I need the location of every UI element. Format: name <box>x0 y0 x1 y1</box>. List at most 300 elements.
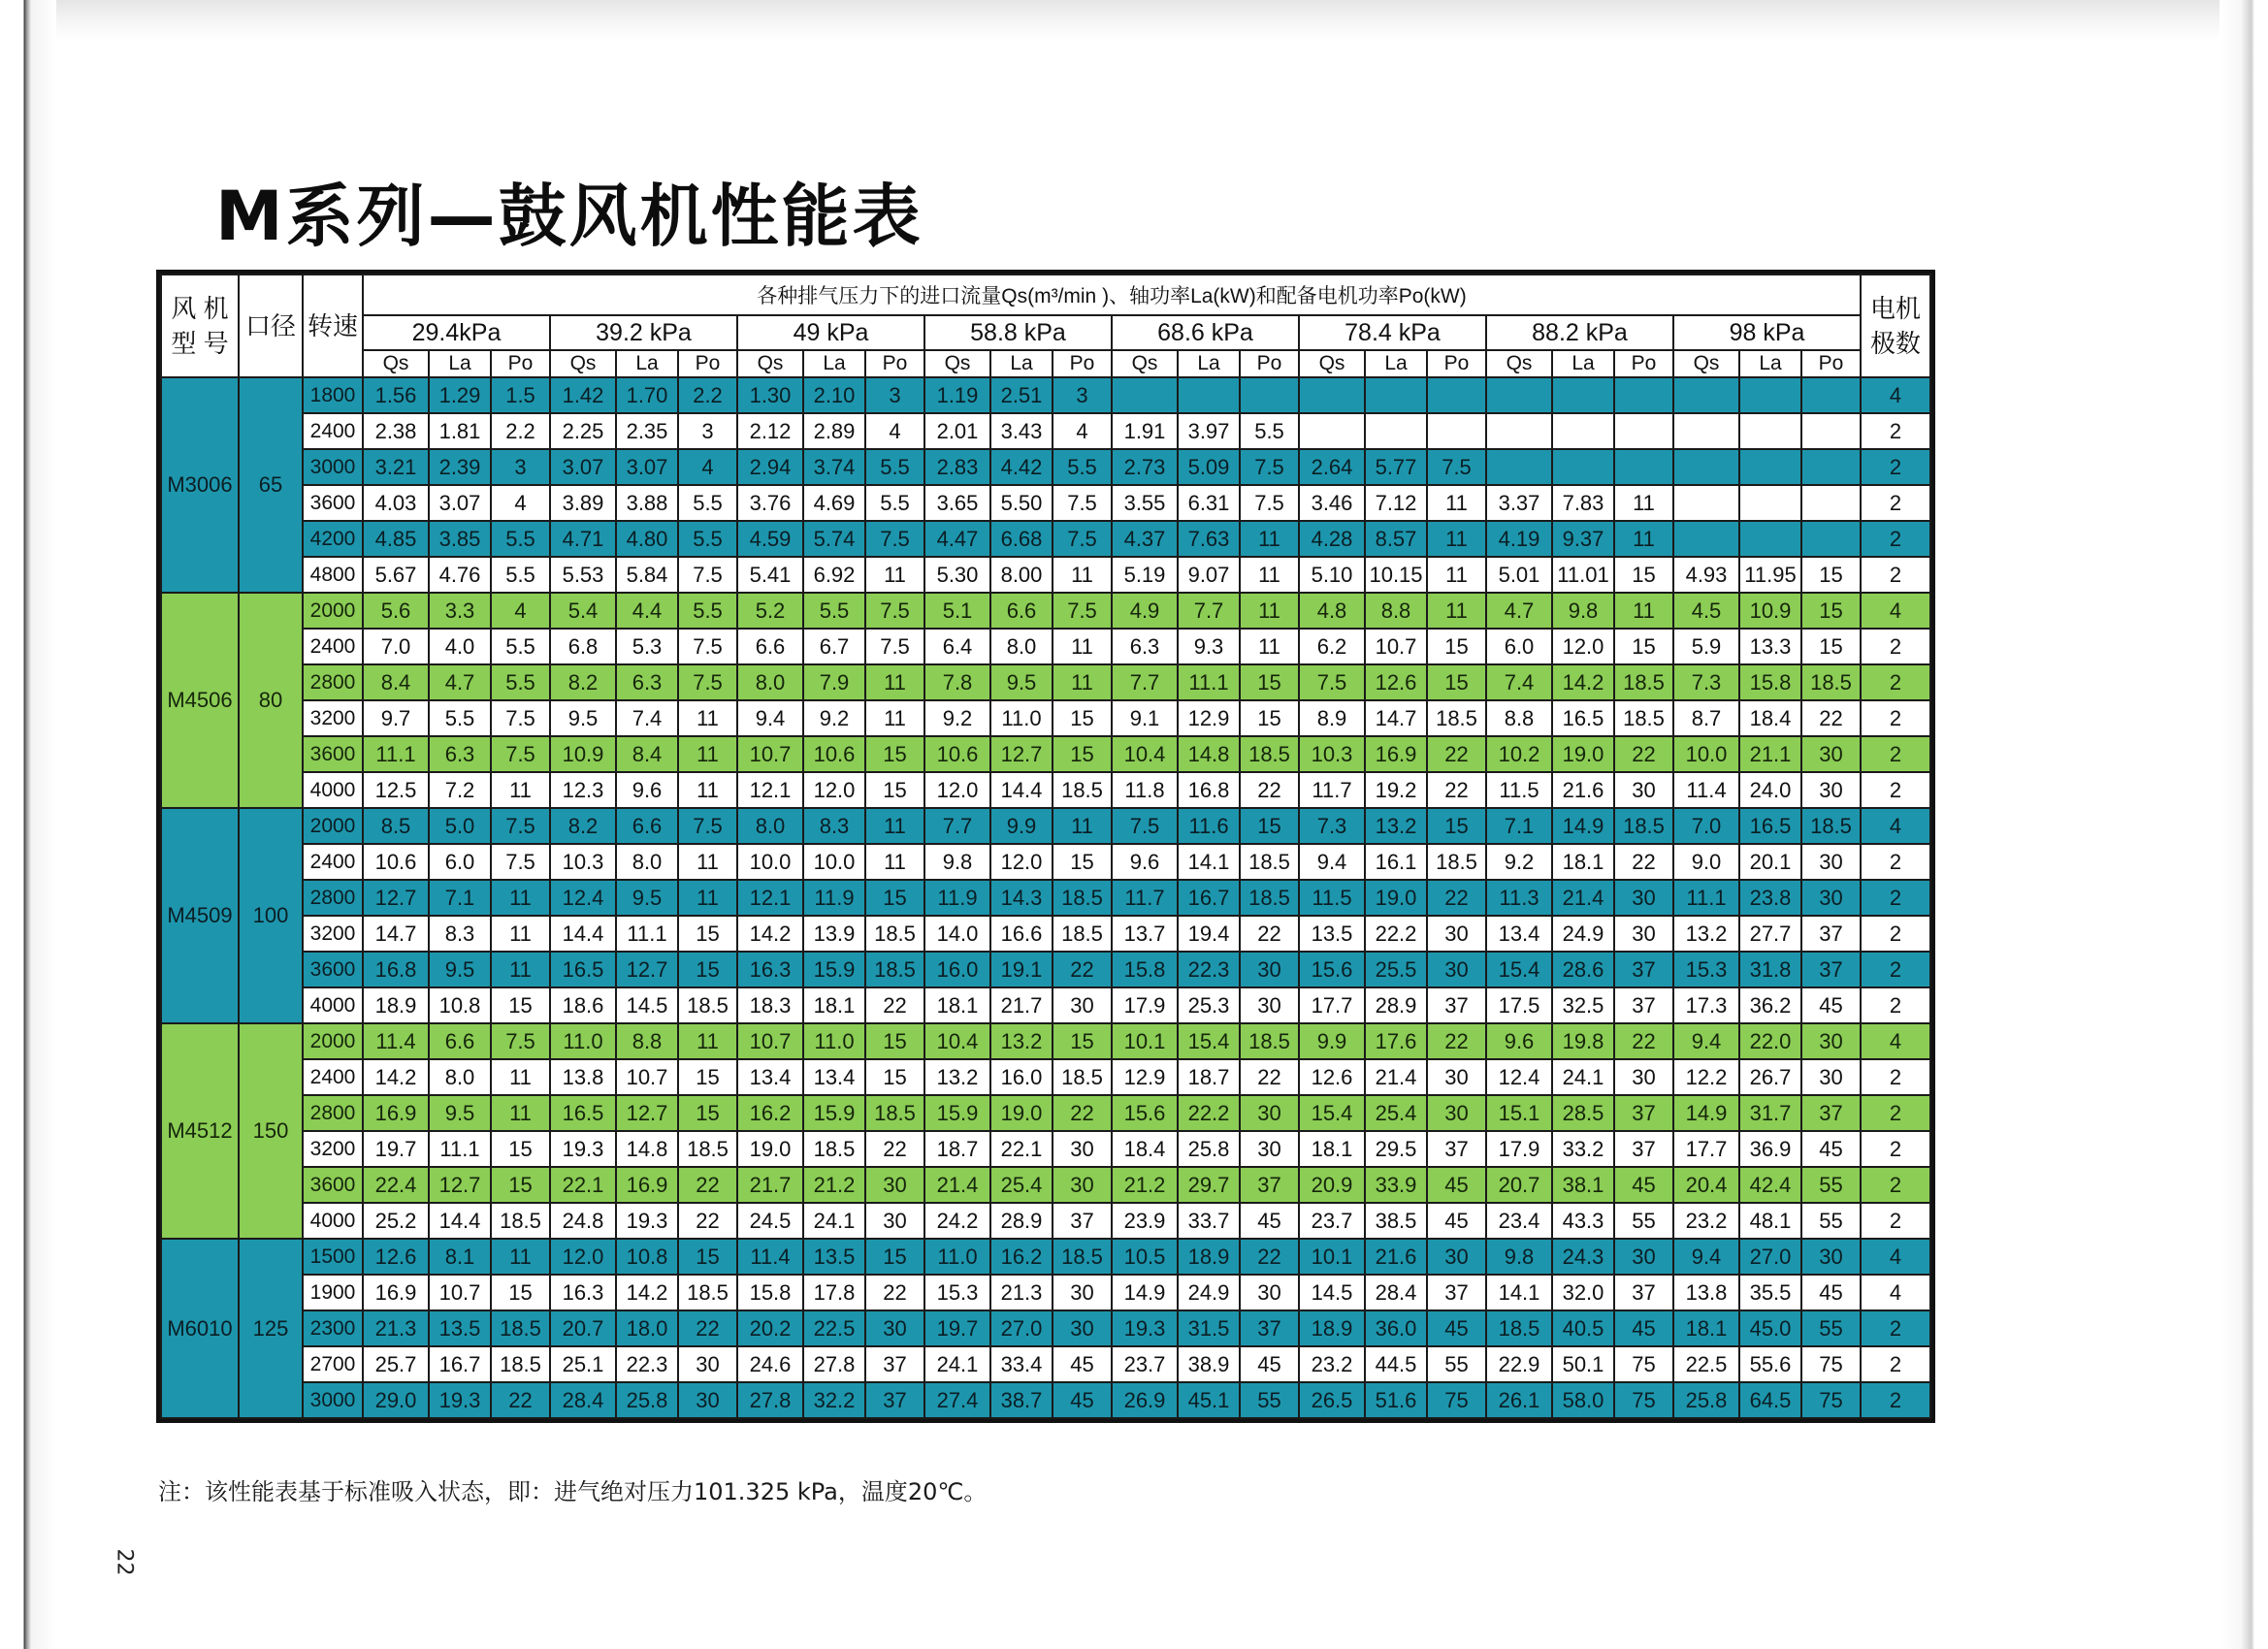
po-cell: 22 <box>1053 952 1112 987</box>
la-cell: 18.0 <box>616 1310 678 1346</box>
po-cell: 5.5 <box>1240 413 1299 449</box>
motor-poles-column-header: 电机 极数 <box>1861 275 1930 377</box>
la-cell: 13.9 <box>803 916 865 952</box>
qs-cell: 16.8 <box>363 952 429 987</box>
po-cell: 11 <box>678 880 737 916</box>
sub-column-header-po: Po <box>1614 350 1673 377</box>
po-cell: 22 <box>865 1275 924 1310</box>
qs-cell: 18.1 <box>1299 1131 1365 1167</box>
performance-table-frame <box>156 270 1935 1423</box>
po-cell: 1.5 <box>491 377 550 413</box>
speed-cell: 1900 <box>303 1275 363 1310</box>
qs-cell: 25.1 <box>550 1346 616 1382</box>
po-cell: 11 <box>865 700 924 736</box>
la-cell: 32.5 <box>1552 987 1614 1023</box>
qs-cell: 7.0 <box>1673 808 1739 844</box>
sub-column-header-la: La <box>803 350 865 377</box>
po-cell: 45 <box>1427 1167 1486 1203</box>
la-cell: 19.3 <box>616 1203 678 1239</box>
qs-cell: 4.7 <box>1486 593 1552 629</box>
qs-cell: 12.2 <box>1673 1059 1739 1095</box>
diameter-cell: 80 <box>239 593 303 808</box>
la-cell: 29.5 <box>1365 1131 1427 1167</box>
qs-cell: 2.83 <box>924 449 990 485</box>
table-row <box>161 449 1930 485</box>
la-cell: 21.4 <box>1552 880 1614 916</box>
qs-cell: 7.7 <box>924 808 990 844</box>
la-cell: 19.3 <box>429 1382 491 1418</box>
po-cell: 5.5 <box>678 521 737 557</box>
qs-cell: 7.3 <box>1673 664 1739 700</box>
motor-poles-cell: 4 <box>1861 1023 1930 1059</box>
motor-poles-cell: 4 <box>1861 1239 1930 1275</box>
qs-cell <box>1673 413 1739 449</box>
pressure-header: 39.2 kPa <box>550 315 737 350</box>
po-cell: 11 <box>491 772 550 808</box>
po-cell: 22 <box>1240 1239 1299 1275</box>
qs-cell: 2.25 <box>550 413 616 449</box>
po-cell: 37 <box>1053 1203 1112 1239</box>
qs-cell: 6.3 <box>1112 629 1178 664</box>
po-cell: 30 <box>1240 1275 1299 1310</box>
qs-cell: 1.42 <box>550 377 616 413</box>
po-cell: 4 <box>491 593 550 629</box>
qs-cell: 17.9 <box>1486 1131 1552 1167</box>
la-cell: 16.8 <box>1178 772 1240 808</box>
po-cell: 5.5 <box>865 485 924 521</box>
la-cell: 16.5 <box>1552 700 1614 736</box>
la-cell: 24.1 <box>1552 1059 1614 1095</box>
la-cell: 10.0 <box>803 844 865 880</box>
la-cell: 24.9 <box>1178 1275 1240 1310</box>
qs-cell: 6.2 <box>1299 629 1365 664</box>
la-cell: 28.9 <box>990 1203 1053 1239</box>
po-cell: 30 <box>865 1310 924 1346</box>
qs-cell: 24.1 <box>924 1346 990 1382</box>
qs-cell: 28.4 <box>550 1382 616 1418</box>
table-row <box>161 844 1930 880</box>
la-cell: 7.63 <box>1178 521 1240 557</box>
po-cell: 15 <box>678 1059 737 1095</box>
po-cell: 22 <box>678 1203 737 1239</box>
la-cell <box>1739 521 1801 557</box>
po-cell: 22 <box>865 1131 924 1167</box>
la-cell: 25.8 <box>616 1382 678 1418</box>
la-cell: 29.7 <box>1178 1167 1240 1203</box>
model-column-header: 风 机 型 号 <box>161 275 239 377</box>
po-cell: 11 <box>865 664 924 700</box>
la-cell: 21.6 <box>1552 772 1614 808</box>
po-cell: 4 <box>865 413 924 449</box>
qs-cell: 27.8 <box>737 1382 803 1418</box>
po-cell: 22 <box>1801 700 1861 736</box>
qs-cell <box>1673 449 1739 485</box>
po-cell: 30 <box>1614 1239 1673 1275</box>
po-cell: 45 <box>1240 1203 1299 1239</box>
po-cell: 30 <box>865 1167 924 1203</box>
po-cell: 7.5 <box>491 844 550 880</box>
po-cell: 18.5 <box>1053 916 1112 952</box>
po-cell: 7.5 <box>1427 449 1486 485</box>
qs-cell: 10.2 <box>1486 736 1552 772</box>
po-cell: 22 <box>865 987 924 1023</box>
la-cell: 33.7 <box>1178 1203 1240 1239</box>
sub-column-header-po: Po <box>1053 350 1112 377</box>
la-cell: 24.3 <box>1552 1239 1614 1275</box>
qs-cell: 26.5 <box>1299 1382 1365 1418</box>
sub-column-header-qs: Qs <box>550 350 616 377</box>
la-cell: 25.4 <box>990 1167 1053 1203</box>
la-cell: 15.8 <box>1739 664 1801 700</box>
motor-poles-cell: 2 <box>1861 736 1930 772</box>
po-cell: 22 <box>1614 736 1673 772</box>
la-cell: 22.2 <box>1178 1095 1240 1131</box>
po-cell: 4 <box>491 485 550 521</box>
la-cell: 19.0 <box>1365 880 1427 916</box>
la-cell: 3.3 <box>429 593 491 629</box>
la-cell: 38.7 <box>990 1382 1053 1418</box>
qs-cell: 15.8 <box>737 1275 803 1310</box>
la-cell: 11.6 <box>1178 808 1240 844</box>
la-cell: 19.4 <box>1178 916 1240 952</box>
qs-cell: 16.9 <box>363 1095 429 1131</box>
po-cell <box>1801 485 1861 521</box>
qs-cell: 5.67 <box>363 557 429 593</box>
la-cell: 9.5 <box>616 880 678 916</box>
la-cell: 4.4 <box>616 593 678 629</box>
la-cell: 16.1 <box>1365 844 1427 880</box>
po-cell: 18.5 <box>491 1310 550 1346</box>
qs-cell: 19.3 <box>1112 1310 1178 1346</box>
la-cell: 27.0 <box>990 1310 1053 1346</box>
la-cell: 6.0 <box>429 844 491 880</box>
la-cell: 13.4 <box>803 1059 865 1095</box>
po-cell: 15 <box>865 772 924 808</box>
po-cell: 30 <box>865 1203 924 1239</box>
qs-cell: 22.5 <box>1673 1346 1739 1382</box>
la-cell: 14.4 <box>990 772 1053 808</box>
po-cell: 22 <box>1240 916 1299 952</box>
speed-cell: 2000 <box>303 1023 363 1059</box>
po-cell: 15 <box>1801 629 1861 664</box>
qs-cell: 19.7 <box>924 1310 990 1346</box>
po-cell: 7.5 <box>1240 449 1299 485</box>
qs-cell: 24.6 <box>737 1346 803 1382</box>
la-cell: 58.0 <box>1552 1382 1614 1418</box>
la-cell: 64.5 <box>1739 1382 1801 1418</box>
po-cell: 18.5 <box>678 987 737 1023</box>
qs-cell: 23.7 <box>1112 1346 1178 1382</box>
qs-cell: 11.8 <box>1112 772 1178 808</box>
qs-cell: 10.6 <box>363 844 429 880</box>
la-cell: 35.5 <box>1739 1275 1801 1310</box>
po-cell: 11 <box>1614 485 1673 521</box>
motor-poles-cell: 2 <box>1861 1059 1930 1095</box>
po-cell: 11 <box>1240 593 1299 629</box>
qs-cell: 12.0 <box>550 1239 616 1275</box>
qs-cell: 18.9 <box>1299 1310 1365 1346</box>
la-cell: 1.29 <box>429 377 491 413</box>
qs-cell: 29.0 <box>363 1382 429 1418</box>
table-row <box>161 593 1930 629</box>
qs-cell: 11.4 <box>1673 772 1739 808</box>
pressure-header: 29.4kPa <box>363 315 550 350</box>
po-cell: 18.5 <box>491 1346 550 1382</box>
la-cell: 11.1 <box>616 916 678 952</box>
po-cell: 5.5 <box>491 629 550 664</box>
speed-cell: 2800 <box>303 880 363 916</box>
po-cell: 75 <box>1801 1382 1861 1418</box>
pressure-header: 68.6 kPa <box>1112 315 1299 350</box>
po-cell: 30 <box>1240 1131 1299 1167</box>
po-cell: 18.5 <box>865 916 924 952</box>
diameter-column-header: 口径 <box>239 275 303 377</box>
table-row <box>161 557 1930 593</box>
qs-cell: 4.9 <box>1112 593 1178 629</box>
qs-cell: 9.6 <box>1112 844 1178 880</box>
qs-cell: 15.6 <box>1299 952 1365 987</box>
speed-cell: 2800 <box>303 1095 363 1131</box>
qs-cell: 24.8 <box>550 1203 616 1239</box>
table-row <box>161 736 1930 772</box>
po-cell: 11 <box>1240 557 1299 593</box>
la-cell: 3.97 <box>1178 413 1240 449</box>
po-cell: 15 <box>865 880 924 916</box>
qs-cell: 22.4 <box>363 1167 429 1203</box>
la-cell: 23.8 <box>1739 880 1801 916</box>
la-cell <box>1552 449 1614 485</box>
po-cell: 18.5 <box>1614 808 1673 844</box>
la-cell <box>1739 377 1801 413</box>
la-cell: 24.9 <box>1552 916 1614 952</box>
po-cell: 18.5 <box>491 1203 550 1239</box>
la-cell: 8.0 <box>616 844 678 880</box>
po-cell: 15 <box>1801 557 1861 593</box>
qs-cell: 10.4 <box>1112 736 1178 772</box>
qs-cell: 7.7 <box>1112 664 1178 700</box>
flow-power-common-header: 各种排气压力下的进口流量Qs(m³/min )、轴功率La(kW)和配备电机功率Po(kW) <box>363 275 1861 315</box>
la-cell: 14.8 <box>1178 736 1240 772</box>
sub-column-header-la: La <box>616 350 678 377</box>
po-cell: 30 <box>1801 1023 1861 1059</box>
qs-cell: 23.4 <box>1486 1203 1552 1239</box>
qs-cell: 8.2 <box>550 808 616 844</box>
la-cell: 11.1 <box>429 1131 491 1167</box>
po-cell: 30 <box>1801 1239 1861 1275</box>
la-cell: 11.9 <box>803 880 865 916</box>
qs-cell: 6.8 <box>550 629 616 664</box>
la-cell: 14.7 <box>1365 700 1427 736</box>
qs-cell: 4.47 <box>924 521 990 557</box>
po-cell: 30 <box>1053 987 1112 1023</box>
sub-column-header-qs: Qs <box>1486 350 1552 377</box>
qs-cell: 14.1 <box>1486 1275 1552 1310</box>
la-cell: 19.8 <box>1552 1023 1614 1059</box>
pressure-header-row <box>161 315 1930 350</box>
motor-poles-cell: 4 <box>1861 377 1930 413</box>
diameter-cell: 65 <box>239 377 303 593</box>
la-cell: 5.77 <box>1365 449 1427 485</box>
qs-cell: 5.41 <box>737 557 803 593</box>
po-cell: 5.5 <box>678 485 737 521</box>
qs-cell: 11.0 <box>550 1023 616 1059</box>
qs-cell: 11.5 <box>1486 772 1552 808</box>
qs-cell: 10.3 <box>1299 736 1365 772</box>
po-cell: 15 <box>491 1167 550 1203</box>
qs-cell: 15.4 <box>1299 1095 1365 1131</box>
qs-cell: 19.0 <box>737 1131 803 1167</box>
la-cell: 7.83 <box>1552 485 1614 521</box>
po-cell: 7.5 <box>865 521 924 557</box>
la-cell: 33.4 <box>990 1346 1053 1382</box>
la-cell: 3.74 <box>803 449 865 485</box>
la-cell: 3.88 <box>616 485 678 521</box>
qs-cell: 9.4 <box>1673 1239 1739 1275</box>
la-cell: 5.5 <box>803 593 865 629</box>
qs-cell: 3.89 <box>550 485 616 521</box>
qs-cell: 13.7 <box>1112 916 1178 952</box>
la-cell: 18.9 <box>1178 1239 1240 1275</box>
po-cell: 18.5 <box>1240 1023 1299 1059</box>
po-cell: 22 <box>1240 772 1299 808</box>
la-cell: 16.9 <box>616 1167 678 1203</box>
page-title: M系列—鼓风机性能表 <box>215 177 923 256</box>
po-cell: 37 <box>1614 1275 1673 1310</box>
qs-cell: 18.9 <box>363 987 429 1023</box>
qs-cell: 16.3 <box>550 1275 616 1310</box>
la-cell: 19.0 <box>1552 736 1614 772</box>
po-cell: 30 <box>1427 952 1486 987</box>
po-cell: 7.5 <box>491 736 550 772</box>
la-cell: 32.0 <box>1552 1275 1614 1310</box>
po-cell: 37 <box>1427 987 1486 1023</box>
la-cell: 14.5 <box>616 987 678 1023</box>
la-cell: 9.9 <box>990 808 1053 844</box>
la-cell: 20.1 <box>1739 844 1801 880</box>
la-cell: 6.3 <box>616 664 678 700</box>
po-cell: 45 <box>1801 987 1861 1023</box>
la-cell: 26.7 <box>1739 1059 1801 1095</box>
la-cell: 7.1 <box>429 880 491 916</box>
scan-edge-right <box>2219 0 2268 1649</box>
la-cell: 33.9 <box>1365 1167 1427 1203</box>
la-cell: 12.7 <box>429 1167 491 1203</box>
po-cell: 11 <box>678 736 737 772</box>
po-cell: 37 <box>1614 987 1673 1023</box>
po-cell: 22 <box>678 1167 737 1203</box>
la-cell: 55.6 <box>1739 1346 1801 1382</box>
qs-cell: 16.5 <box>550 952 616 987</box>
motor-poles-cell: 2 <box>1861 1203 1930 1239</box>
qs-cell: 9.4 <box>1299 844 1365 880</box>
qs-cell: 5.01 <box>1486 557 1552 593</box>
la-cell: 38.5 <box>1365 1203 1427 1239</box>
qs-cell: 22.1 <box>550 1167 616 1203</box>
po-cell: 11 <box>865 844 924 880</box>
qs-cell: 10.7 <box>737 736 803 772</box>
po-cell: 18.5 <box>865 952 924 987</box>
po-cell: 7.5 <box>1053 593 1112 629</box>
la-cell: 4.42 <box>990 449 1053 485</box>
table-row <box>161 700 1930 736</box>
speed-cell: 3200 <box>303 916 363 952</box>
po-cell: 5.5 <box>1053 449 1112 485</box>
la-cell: 8.8 <box>616 1023 678 1059</box>
table-row <box>161 664 1930 700</box>
la-cell: 36.2 <box>1739 987 1801 1023</box>
qs-cell: 10.7 <box>737 1023 803 1059</box>
po-cell: 11 <box>1427 557 1486 593</box>
la-cell: 12.9 <box>1178 700 1240 736</box>
qs-cell: 10.5 <box>1112 1239 1178 1275</box>
la-cell: 10.15 <box>1365 557 1427 593</box>
model-cell: M4512 <box>161 1023 239 1239</box>
po-cell: 11 <box>1427 593 1486 629</box>
qs-cell: 13.4 <box>1486 916 1552 952</box>
la-cell: 42.4 <box>1739 1167 1801 1203</box>
table-row <box>161 485 1930 521</box>
la-cell: 2.10 <box>803 377 865 413</box>
la-cell: 14.9 <box>1552 808 1614 844</box>
model-cell: M4509 <box>161 808 239 1023</box>
table-row <box>161 952 1930 987</box>
qs-cell: 25.7 <box>363 1346 429 1382</box>
qs-cell: 12.6 <box>1299 1059 1365 1095</box>
la-cell: 27.7 <box>1739 916 1801 952</box>
speed-column-header: 转速 <box>303 275 363 377</box>
qs-cell: 21.3 <box>363 1310 429 1346</box>
qs-cell: 2.94 <box>737 449 803 485</box>
la-cell: 50.1 <box>1552 1346 1614 1382</box>
po-cell: 5.5 <box>491 521 550 557</box>
po-cell: 15 <box>1053 1023 1112 1059</box>
la-cell <box>1365 377 1427 413</box>
qs-cell: 17.7 <box>1673 1131 1739 1167</box>
la-cell: 22.3 <box>616 1346 678 1382</box>
qs-cell: 4.28 <box>1299 521 1365 557</box>
la-cell: 31.7 <box>1739 1095 1801 1131</box>
po-cell <box>1614 377 1673 413</box>
sub-column-header-po: Po <box>1427 350 1486 377</box>
qs-cell: 11.4 <box>363 1023 429 1059</box>
qs-cell: 2.38 <box>363 413 429 449</box>
po-cell: 15 <box>1240 700 1299 736</box>
la-cell: 3.07 <box>429 485 491 521</box>
qs-cell <box>1299 413 1365 449</box>
po-cell <box>1427 413 1486 449</box>
la-cell: 10.7 <box>616 1059 678 1095</box>
table-row <box>161 1167 1930 1203</box>
sub-column-header-po: Po <box>491 350 550 377</box>
qs-cell: 10.3 <box>550 844 616 880</box>
la-cell: 3.85 <box>429 521 491 557</box>
qs-cell: 16.9 <box>363 1275 429 1310</box>
qs-cell <box>1486 413 1552 449</box>
po-cell: 5.5 <box>865 449 924 485</box>
la-cell: 40.5 <box>1552 1310 1614 1346</box>
po-cell: 15 <box>491 987 550 1023</box>
motor-poles-cell: 4 <box>1861 808 1930 844</box>
qs-cell: 27.4 <box>924 1382 990 1418</box>
speed-cell: 3600 <box>303 952 363 987</box>
la-cell: 5.84 <box>616 557 678 593</box>
po-cell <box>1427 377 1486 413</box>
po-cell: 11 <box>1240 521 1299 557</box>
la-cell: 33.2 <box>1552 1131 1614 1167</box>
sub-column-header-qs: Qs <box>1112 350 1178 377</box>
la-cell: 16.7 <box>429 1346 491 1382</box>
la-cell: 22.2 <box>1365 916 1427 952</box>
